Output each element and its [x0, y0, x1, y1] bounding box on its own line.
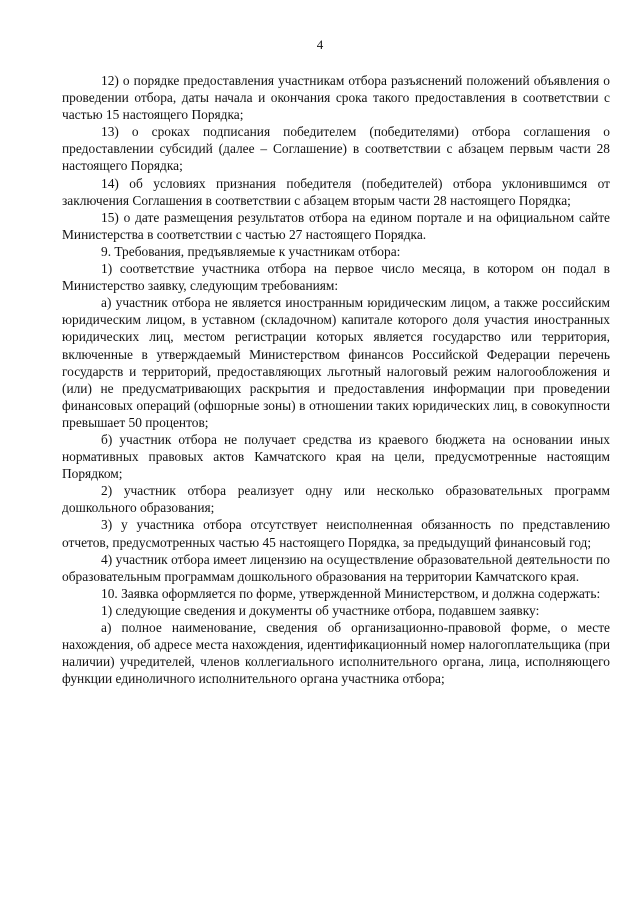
section-10-heading: 10. Заявка оформляется по форме, утвержденной Министерством, и должна содержать:	[101, 585, 601, 601]
paragraph-item-12: 12) о порядке предоставления участникам отбора разъяснений положений объявления о проведении отбора, даты начала и окончания срока такого предоставления в соответствии с частью 15 настоящего Порядка;	[62, 73, 610, 123]
requirement-1: 1) соответствие участника отбора на первое число месяца, в котором он подал в Министерство заявку, следующим требованиям:	[62, 261, 610, 294]
document-body	[62, 72, 610, 687]
application-item-1: 1) следующие сведения и документы об участнике отбора, подавшем заявку:	[101, 602, 540, 618]
requirement-2: 2) участник отбора реализует одну или несколько образовательных программ дошкольного образования;	[62, 483, 610, 516]
requirement-1a: а) участник отбора не является иностранным юридическим лицом, а также российским юридическим лицом, в уставном (складочном) капитале которого доля участия иностранных юридических лиц, местом регистрации которых является государство или территория, включенные в утверждаемый Министерством финансов Российской Федерации перечень государств и территорий, предоставляющих льготный налоговый режим налогообложения и (или) не предусматривающих раскрытия и предоставления информации при проведении финансовых операций (офшорные зоны) в отношении таких юридических лиц, в совокупности превышает 50 процентов;	[62, 295, 610, 430]
paragraph-item-13: 13) о сроках подписания победителем (победителями) отбора соглашения о предоставлении субсидий (далее – Соглашение) в соответствии с абзацем первым части 28 настоящего Порядка;	[62, 124, 610, 174]
requirement-4: 4) участник отбора имеет лицензию на осуществление образовательной деятельности по образовательным программам дошкольного образования на территории Камчатского края.	[62, 551, 610, 584]
application-item-1a: а) полное наименование, сведения об организационно-правовой форме, о месте нахождения, об адресе места нахождения, идентификационный номер налогоплательщика (при наличии) учредителей, членов коллегиального исполнительного органа, лица, исполняющего функции единоличного исполнительного органа участника отбора;	[62, 620, 610, 687]
paragraph-item-14: 14) об условиях признания победителя (победителей) отбора уклонившимся от заключения Соглашения в соответствии с абзацем вторым части 28 настоящего Порядка;	[62, 175, 610, 208]
requirement-1b: б) участник отбора не получает средства из краевого бюджета на основании иных нормативных правовых актов Камчатского края на цели, предусмотренные настоящим Порядком;	[62, 431, 610, 482]
section-9-heading: 9. Требования, предъявляемые к участникам отбора:	[101, 243, 401, 259]
page-number: 4	[316, 37, 324, 52]
requirement-3: 3) у участника отбора отсутствует неисполненная обязанность по представлению отчетов, предусмотренных частью 45 настоящего Порядка, за предыдущий финансовый год;	[62, 517, 610, 550]
paragraph-item-15: 15) о дате размещения результатов отбора на едином портале и на официальном сайте Министерства в соответствии с частью 27 настоящего Порядка.	[62, 209, 610, 242]
